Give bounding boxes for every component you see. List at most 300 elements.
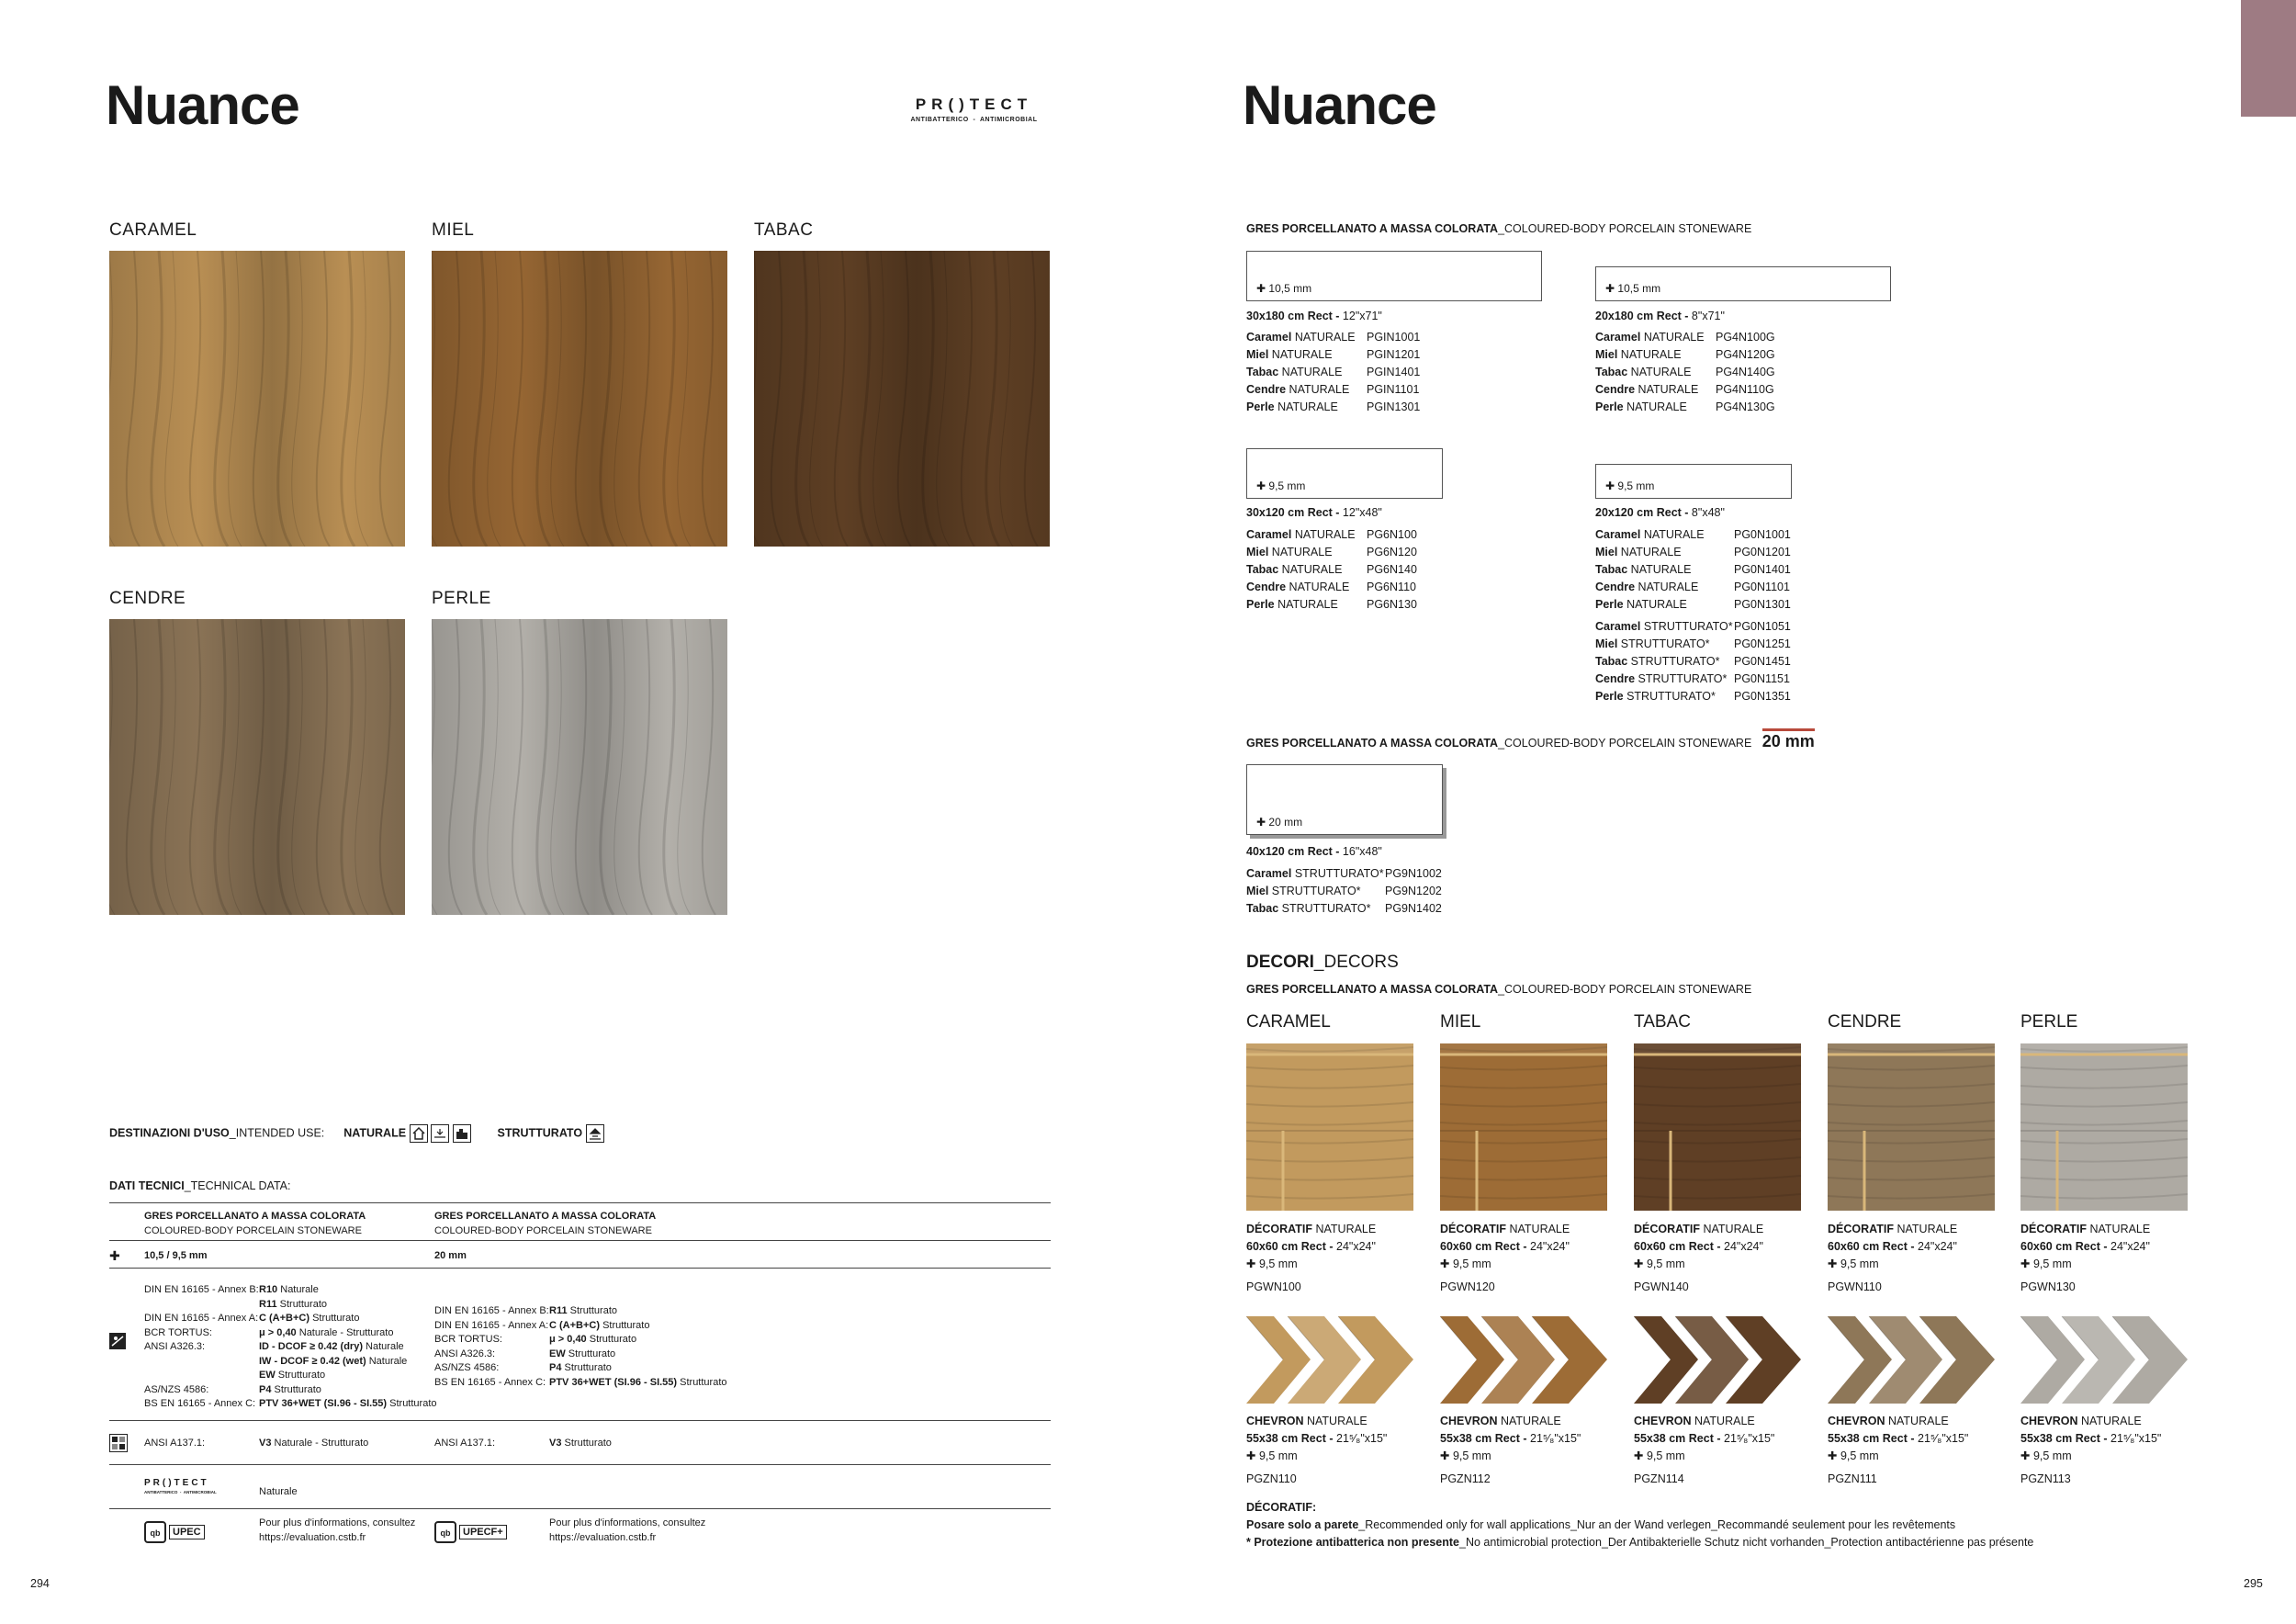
- product-code: PG0N1001: [1734, 528, 1791, 541]
- product-name: [1246, 329, 1367, 346]
- chevron-desc: [1828, 1413, 1968, 1465]
- product-finish: NATURALE: [1617, 348, 1682, 361]
- decor-type: DÉCORATIF: [1440, 1223, 1506, 1235]
- chevron-size: [1440, 1430, 1581, 1448]
- ansi-1-value: [259, 1437, 368, 1451]
- protect-logo-text: PR()TECT: [915, 96, 1033, 113]
- product-finish: STRUTTURATO*: [1627, 655, 1720, 668]
- tech-value: [259, 1340, 437, 1355]
- chevron-size-b: 55x38 cm Rect -: [1828, 1432, 1915, 1445]
- product-row: [1246, 579, 1417, 596]
- format-4-size-b: 20x120 cm Rect -: [1595, 506, 1689, 519]
- product-finish: NATURALE: [1268, 348, 1333, 361]
- format-4-size: [1595, 504, 1725, 522]
- tech-value-b: P4: [549, 1362, 562, 1373]
- product-finish: STRUTTURATO*: [1268, 885, 1361, 897]
- tech-norm: BCR TORTUS:: [144, 1326, 212, 1338]
- protect-small-logo: [144, 1478, 217, 1494]
- chevron-size-t: 21⁵⁄₈"x15": [1720, 1432, 1775, 1445]
- tech-value-b: R11: [259, 1298, 277, 1310]
- ansi-1-b: V3: [259, 1438, 272, 1449]
- chevron-code: PGZN112: [1440, 1472, 1491, 1485]
- product-finish: NATURALE: [1291, 331, 1356, 344]
- decor-code: PGWN100: [1246, 1280, 1301, 1293]
- section-tab: [2241, 0, 2296, 117]
- swatch-label-cendre: CENDRE: [109, 589, 186, 608]
- tech-value-b: PTV 36+WET (SI.96 - SI.55): [259, 1398, 388, 1409]
- chevron-type: CHEVRON: [1634, 1415, 1692, 1427]
- format-4-list-strutturato: [1595, 618, 1791, 705]
- product-code: PG6N130: [1367, 598, 1417, 611]
- chevron-size-t: 21⁵⁄₈"x15": [1526, 1432, 1581, 1445]
- product-row: [1595, 526, 1791, 544]
- product-name: [1595, 561, 1734, 579]
- tech-value: [259, 1283, 437, 1298]
- format-4-list: [1595, 526, 1791, 614]
- tech-norm: DIN EN 16165 - Annex A:: [434, 1319, 549, 1331]
- format-1-shape: [1246, 251, 1542, 301]
- thickness-icon: ✚: [2020, 1449, 2033, 1462]
- product-color: Miel: [1595, 546, 1618, 558]
- product-color: Cendre: [1595, 383, 1636, 396]
- product-finish: NATURALE: [1635, 383, 1699, 396]
- product-code: PG0N1301: [1734, 598, 1791, 611]
- product-name: [1246, 900, 1385, 918]
- format-4-thick-icon: ✚: [1605, 479, 1618, 492]
- product-code: PG9N1202: [1385, 885, 1442, 897]
- chevron-desc: [1634, 1413, 1774, 1465]
- product-name: [1246, 381, 1367, 399]
- tech-norm: AS/NZS 4586:: [434, 1362, 500, 1373]
- swatch-label-miel: MIEL: [432, 220, 475, 240]
- chevron-code: PGZN114: [1634, 1472, 1684, 1485]
- protect-small-logo-tagline: ANTIBATTERICO - ANTIMICROBIAL: [144, 1490, 217, 1494]
- notes-line2: [1246, 1534, 2033, 1551]
- thickness-icon: ✚: [1246, 1257, 1259, 1270]
- tech-norm: [144, 1369, 259, 1383]
- product-row: [1595, 399, 1775, 416]
- chevron-thick-value: 9,5 mm: [1646, 1449, 1685, 1462]
- ansi-1-t: Naturale - Strutturato: [271, 1438, 369, 1449]
- tech-value-b: μ > 0,40: [259, 1326, 297, 1338]
- tech-col2-title: GRES PORCELLANATO A MASSA COLORATA: [434, 1211, 657, 1222]
- product-finish: STRUTTURATO*: [1635, 672, 1728, 685]
- format-2-size-t: 8"x71": [1688, 310, 1725, 322]
- tech-value-b: μ > 0,40: [549, 1334, 587, 1345]
- tech-col1-title: GRES PORCELLANATO A MASSA COLORATA: [144, 1211, 366, 1222]
- ansi-1: [144, 1437, 205, 1451]
- chevron-size: [2020, 1430, 2161, 1448]
- product-name: [1595, 596, 1734, 614]
- product-row: [1595, 561, 1791, 579]
- tech-col1-header: [144, 1210, 366, 1238]
- slip-icon: [109, 1333, 126, 1349]
- product-code: PGIN1201: [1367, 348, 1421, 361]
- cstb-icon: qb: [144, 1521, 166, 1543]
- decor-size-t: 24"x24": [1526, 1240, 1570, 1253]
- tech-value: [259, 1397, 437, 1412]
- product-finish: STRUTTURATO*: [1623, 690, 1716, 703]
- format-1-size: [1246, 308, 1382, 325]
- chevron-size-t: 21⁵⁄₈"x15": [1914, 1432, 1969, 1445]
- intended-use-label-en: _INTENDED USE:: [229, 1126, 325, 1140]
- product-finish: NATURALE: [1286, 581, 1350, 593]
- product-name: [1595, 526, 1734, 544]
- product-code: PG6N110: [1367, 581, 1416, 593]
- tech-value-t: Strutturato: [310, 1313, 360, 1324]
- decor-name: CENDRE: [1828, 1012, 1902, 1032]
- chevron-size: [1634, 1430, 1774, 1448]
- product-code: PG4N130G: [1716, 400, 1775, 413]
- decor-type: DÉCORATIF: [1634, 1223, 1700, 1235]
- thickness-icon: ✚: [1634, 1257, 1647, 1270]
- product-finish: NATURALE: [1627, 563, 1692, 576]
- decor-size-b: 60x60 cm Rect -: [1828, 1240, 1915, 1253]
- product-name: [1595, 636, 1734, 653]
- chevron-code: PGZN111: [1828, 1472, 1877, 1485]
- section1-t: _COLOURED-BODY PORCELAIN STONEWARE: [1498, 222, 1752, 235]
- product-row: [1595, 596, 1791, 614]
- chevron-size-t: 21⁵⁄₈"x15": [2107, 1432, 2162, 1445]
- product-color: Perle: [1595, 690, 1624, 703]
- decor-size-b: 60x60 cm Rect -: [1440, 1240, 1527, 1253]
- product-color: Cendre: [1595, 672, 1636, 685]
- product-color: Cendre: [1595, 581, 1636, 593]
- product-finish: NATURALE: [1274, 598, 1338, 611]
- product-finish: NATURALE: [1640, 331, 1705, 344]
- product-row: [1595, 329, 1775, 346]
- product-color: Cendre: [1246, 581, 1287, 593]
- product-row: [1595, 671, 1791, 688]
- product-row: [1595, 381, 1775, 399]
- decor-thick-value: 9,5 mm: [2032, 1257, 2072, 1270]
- shade-variation-icon: [109, 1434, 128, 1452]
- product-color: Perle: [1246, 598, 1275, 611]
- notes-line1-t: _Recommended only for wall applications_Nur an der Wand verlegen_Recommandé seulement pour les revêtements: [1358, 1518, 1956, 1531]
- decor-size-t: 24"x24": [1720, 1240, 1763, 1253]
- product-name: [1246, 561, 1367, 579]
- tech-value: [549, 1319, 727, 1334]
- tech-norm: [144, 1355, 259, 1370]
- ansi-2-b: V3: [549, 1438, 562, 1449]
- tech-norm: DIN EN 16165 - Annex B:: [144, 1284, 259, 1295]
- decor-finish: NATURALE: [1700, 1223, 1764, 1235]
- chevron-finish: NATURALE: [1885, 1415, 1949, 1427]
- upec-info-2: https://evaluation.cstb.fr: [259, 1531, 366, 1543]
- decor-size: [2020, 1238, 2150, 1256]
- left-page-title: Nuance: [106, 74, 299, 136]
- chevron-thick-value: 9,5 mm: [1452, 1449, 1491, 1462]
- tech-value-t: Naturale: [366, 1355, 408, 1367]
- product-code: PG0N1251: [1734, 637, 1791, 650]
- format-3-size-t: 12"x48": [1339, 506, 1382, 519]
- format-20-thick: 20 mm: [1268, 816, 1303, 829]
- chevron-thick-value: 9,5 mm: [1258, 1449, 1298, 1462]
- product-color: Caramel: [1595, 620, 1641, 633]
- thickness-icon: ✚: [1246, 1449, 1259, 1462]
- product-color: Caramel: [1246, 867, 1292, 880]
- tech-value: [549, 1333, 727, 1348]
- chevron-size-b: 55x38 cm Rect -: [1246, 1432, 1334, 1445]
- tech-value-t: Naturale - Strutturato: [296, 1326, 394, 1338]
- decor-code: PGWN140: [1634, 1280, 1689, 1293]
- product-color: Perle: [1595, 598, 1624, 611]
- strutturato-label: STRUTTURATO: [497, 1126, 583, 1140]
- tech-value-t: Strutturato: [565, 1348, 616, 1359]
- tech-value-b: C (A+B+C): [259, 1313, 310, 1324]
- upec-info: [259, 1517, 415, 1545]
- section1-heading: [1246, 220, 1751, 238]
- product-row: [1595, 636, 1791, 653]
- format-20-shape: [1246, 764, 1443, 835]
- tech-value-t: Strutturato: [561, 1362, 612, 1373]
- tech-norm: ANSI A326.3:: [144, 1341, 206, 1352]
- product-row: [1595, 346, 1775, 364]
- ansi-2: [434, 1437, 495, 1451]
- product-code: PG6N120: [1367, 546, 1417, 558]
- product-name: [1246, 579, 1367, 596]
- format-2-size-b: 20x180 cm Rect -: [1595, 310, 1689, 322]
- tech-value-t: Strutturato: [276, 1298, 327, 1310]
- decor-thick-value: 9,5 mm: [1258, 1257, 1298, 1270]
- tech-norm: AS/NZS 4586:: [144, 1383, 209, 1395]
- product-finish: NATURALE: [1617, 546, 1682, 558]
- product-name: [1246, 596, 1367, 614]
- right-page-title: Nuance: [1243, 74, 1436, 136]
- tech-value-b: EW: [259, 1370, 276, 1381]
- tech-value: [259, 1355, 437, 1370]
- product-color: Perle: [1595, 400, 1624, 413]
- page-number-left: 294: [30, 1577, 50, 1590]
- chevron-thick: [1246, 1448, 1387, 1465]
- protect-logo: [897, 96, 1051, 123]
- chevron-tile: [1634, 1316, 1801, 1404]
- format-4-shape: [1595, 464, 1792, 499]
- product-color: Miel: [1595, 637, 1618, 650]
- chevron-thick: [1440, 1448, 1581, 1465]
- product-code: PG0N1451: [1734, 655, 1791, 668]
- chevron-thick: [1828, 1448, 1968, 1465]
- decor-code: PGWN130: [2020, 1280, 2076, 1293]
- tech-norm: BCR TORTUS:: [434, 1334, 502, 1345]
- tech-value-b: PTV 36+WET (SI.96 - SI.55): [549, 1376, 678, 1388]
- commercial-icon: [453, 1124, 471, 1143]
- product-code: PGIN1101: [1367, 383, 1420, 396]
- product-color: Tabac: [1595, 563, 1628, 576]
- product-code: PG6N100: [1367, 528, 1417, 541]
- wall-icon: [431, 1124, 449, 1143]
- decor-name: PERLE: [2020, 1012, 2078, 1032]
- product-finish: NATURALE: [1627, 366, 1692, 378]
- section2-heading: [1246, 733, 1815, 752]
- tech-rule-5: [109, 1464, 1051, 1465]
- decor-thick-value: 9,5 mm: [1840, 1257, 1879, 1270]
- chevron-tile: [1440, 1316, 1607, 1404]
- tech-value-b: ID - DCOF ≥ 0.42 (dry): [259, 1341, 363, 1352]
- decor-size: [1828, 1238, 1957, 1256]
- product-color: Miel: [1246, 348, 1269, 361]
- product-row: [1595, 618, 1791, 636]
- product-row: [1595, 653, 1791, 671]
- decor-code: PGWN110: [1828, 1280, 1882, 1293]
- tech-value-t: Strutturato: [567, 1305, 617, 1316]
- tech-value-t: Strutturato: [586, 1334, 637, 1345]
- tech-rule-3: [109, 1268, 1051, 1269]
- tech-label-en: _TECHNICAL DATA:: [184, 1179, 291, 1192]
- section3-heading: [1246, 981, 1751, 998]
- tech-col2-sub: COLOURED-BODY PORCELAIN STONEWARE: [434, 1224, 652, 1236]
- product-name: [1246, 883, 1385, 900]
- notes-line2-b: * Protezione antibatterica non presente: [1246, 1536, 1459, 1549]
- format-1-list: [1246, 329, 1420, 416]
- thickness-icon: ✚: [1440, 1257, 1453, 1270]
- chevron-size-b: 55x38 cm Rect -: [2020, 1432, 2108, 1445]
- chevron-finish: NATURALE: [1303, 1415, 1367, 1427]
- notes-line2-t: _No antimicrobial protection_Der Antibakterielle Schutz nicht vorhanden_Protection antibactérienne pas présente: [1459, 1536, 2034, 1549]
- decor-thick: [1440, 1256, 1570, 1273]
- tech-value: [259, 1369, 437, 1383]
- thickness-icon: ✚: [2020, 1257, 2033, 1270]
- product-row: [1246, 544, 1417, 561]
- protect-row-value: Naturale: [259, 1486, 298, 1497]
- upecf-info-1: Pour plus d'informations, consultez: [549, 1517, 706, 1528]
- product-name: [1595, 346, 1716, 364]
- product-name: [1595, 688, 1734, 705]
- decor-thick-value: 9,5 mm: [1452, 1257, 1491, 1270]
- format-1-size-t: 12"x71": [1339, 310, 1382, 322]
- decor-name: TABAC: [1634, 1012, 1691, 1032]
- tech-norm: DIN EN 16165 - Annex A:: [144, 1313, 259, 1324]
- tech-value: [549, 1304, 727, 1319]
- decori-heading: [1246, 953, 1399, 973]
- product-color: Miel: [1246, 546, 1269, 558]
- home-icon: [410, 1124, 428, 1143]
- product-row: [1246, 526, 1417, 544]
- product-name: [1246, 544, 1367, 561]
- tech-norm: BS EN 16165 - Annex C:: [144, 1398, 256, 1409]
- format-20-thick-icon: ✚: [1256, 816, 1269, 829]
- decor-tile: [1246, 1043, 1413, 1211]
- format-2-size: [1595, 308, 1725, 325]
- product-finish: NATURALE: [1635, 581, 1699, 593]
- notes-line1-b: Posare solo a parete: [1246, 1518, 1359, 1531]
- chevron-desc: [2020, 1413, 2161, 1465]
- decor-size-t: 24"x24": [1914, 1240, 1957, 1253]
- tech-col1-sub: COLOURED-BODY PORCELAIN STONEWARE: [144, 1224, 362, 1236]
- product-color: Tabac: [1595, 366, 1628, 378]
- tech-value-t: Naturale: [277, 1284, 319, 1295]
- product-name: [1595, 579, 1734, 596]
- upecf-info: [549, 1517, 705, 1545]
- format-1-thick-icon: ✚: [1256, 282, 1269, 295]
- chevron-size-b: 55x38 cm Rect -: [1634, 1432, 1721, 1445]
- product-color: Tabac: [1595, 655, 1628, 668]
- format-2-list: [1595, 329, 1775, 416]
- ansi-2-norm: ANSI A137.1:: [434, 1438, 496, 1449]
- product-name: [1246, 865, 1385, 883]
- tech-value: [259, 1312, 437, 1326]
- chevron-desc: [1440, 1413, 1581, 1465]
- upec-label: UPEC: [169, 1525, 205, 1539]
- decor-code: PGWN120: [1440, 1280, 1495, 1293]
- thickness-icon: ✚: [1440, 1449, 1453, 1462]
- protect-small-logo-text: PR()TECT: [144, 1478, 209, 1488]
- tech-value-t: Strutturato: [387, 1398, 437, 1409]
- chevron-code: PGZN110: [1246, 1472, 1297, 1485]
- decor-tile: [1440, 1043, 1607, 1211]
- decor-size-b: 60x60 cm Rect -: [1246, 1240, 1334, 1253]
- product-finish: NATURALE: [1278, 563, 1343, 576]
- tech-value: [549, 1348, 727, 1362]
- decor-tile: [1634, 1043, 1801, 1211]
- format-3-size-b: 30x120 cm Rect -: [1246, 506, 1340, 519]
- decori-b: DECORI: [1246, 953, 1314, 972]
- product-finish: NATURALE: [1623, 598, 1687, 611]
- cstb-icon-2: qb: [434, 1521, 456, 1543]
- chevron-type: CHEVRON: [1828, 1415, 1885, 1427]
- decor-size-t: 24"x24": [1333, 1240, 1376, 1253]
- product-code: PG0N1351: [1734, 690, 1791, 703]
- tech-value-b: P4: [259, 1383, 272, 1395]
- product-name: [1246, 364, 1367, 381]
- product-row: [1246, 364, 1420, 381]
- ansi-1-norm: ANSI A137.1:: [144, 1438, 206, 1449]
- product-code: PG9N1002: [1385, 867, 1442, 880]
- section2-b: GRES PORCELLANATO A MASSA COLORATA: [1246, 737, 1499, 750]
- format-20-size: [1246, 843, 1382, 861]
- decor-finish: NATURALE: [2087, 1223, 2151, 1235]
- decor-finish: NATURALE: [1312, 1223, 1377, 1235]
- tech-norm: DIN EN 16165 - Annex B:: [434, 1305, 549, 1316]
- tech-thickness-1: 10,5 / 9,5 mm: [144, 1250, 208, 1261]
- tech-norm: ANSI A326.3:: [434, 1348, 496, 1359]
- tech-rule-2: [109, 1240, 1051, 1241]
- product-row: [1246, 329, 1420, 346]
- product-color: Miel: [1246, 885, 1269, 897]
- decor-size-b: 60x60 cm Rect -: [2020, 1240, 2108, 1253]
- tech-value-t: Strutturato: [600, 1319, 650, 1331]
- product-code: PG4N140G: [1716, 366, 1775, 378]
- thickness-icon: ✚: [109, 1248, 120, 1263]
- chevron-finish: NATURALE: [1691, 1415, 1755, 1427]
- decor-size-t: 24"x24": [2107, 1240, 2150, 1253]
- tech-value: [259, 1383, 437, 1398]
- product-row: [1246, 865, 1442, 883]
- decor-desc: [2020, 1221, 2150, 1273]
- tech-value: [259, 1298, 437, 1313]
- page-number-right: 295: [2244, 1577, 2263, 1590]
- product-color: Cendre: [1246, 383, 1287, 396]
- decor-size: [1634, 1238, 1763, 1256]
- product-code: PG0N1101: [1734, 581, 1790, 593]
- product-color: Tabac: [1246, 366, 1279, 378]
- format-3-thick: 9,5 mm: [1268, 479, 1306, 492]
- tech-value: [259, 1326, 437, 1341]
- product-code: PG4N110G: [1716, 383, 1774, 396]
- product-name: [1595, 364, 1716, 381]
- product-code: PGIN1001: [1367, 331, 1421, 344]
- tech-value-b: EW: [549, 1348, 566, 1359]
- product-code: PGIN1301: [1367, 400, 1421, 413]
- tech-col1-values: [259, 1283, 437, 1412]
- product-row: [1595, 688, 1791, 705]
- product-name: [1246, 526, 1367, 544]
- decor-thick: [1634, 1256, 1763, 1273]
- tech-value-t: Naturale: [363, 1341, 404, 1352]
- chevron-desc: [1246, 1413, 1387, 1465]
- decor-desc: [1828, 1221, 1957, 1273]
- naturale-label: NATURALE: [343, 1126, 407, 1140]
